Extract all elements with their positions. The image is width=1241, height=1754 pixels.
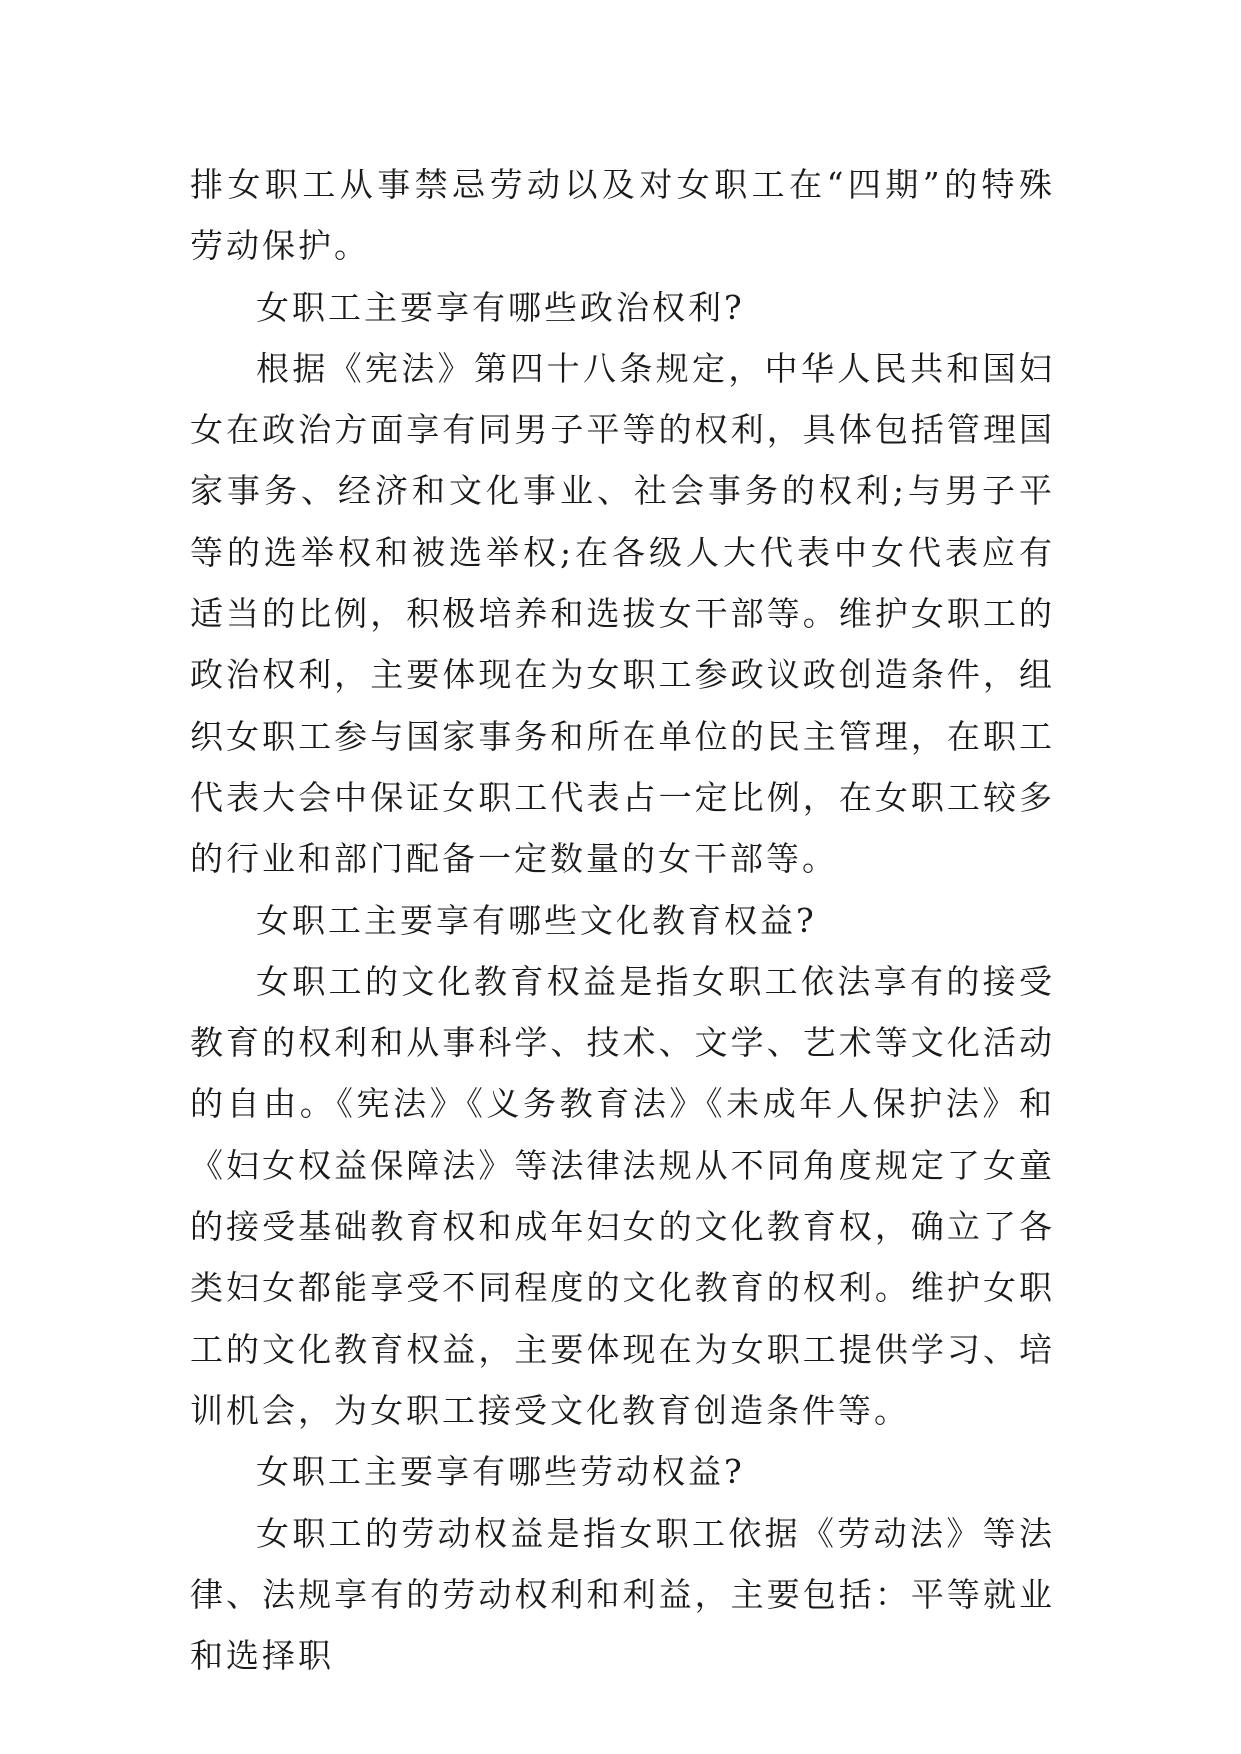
heading-political-rights: 女职工主要享有哪些政治权利? [256,287,745,327]
paragraph-political-rights: 根据《宪法》第四十八条规定，中华人民共和国妇女在政治方面享有同男子平等的权利，具体包括管理国家事务、经济和文化事业、社会事务的权利;与男子平等的选举权和被选举权;在各级人大代表中女代表应有适当的比例，积极培养和选拔女干部等。维护女职工的政治权利，主要体现在为女职工参政议政创造条件，组织女职工参与国家事务和所在单位的民主管理，在职工代表大会中保证女职工代表占一定比例，在女职工较多的行业和部门配备一定数量的女干部等。 [190,348,1055,879]
document-body [190,154,1055,1686]
paragraph-continuation: 排女职工从事禁忌劳动以及对女职工在“四期”的特殊劳动保护。 [190,165,1055,266]
heading-labor-rights: 女职工主要享有哪些劳动权益? [256,1452,745,1492]
paragraph-education-rights: 女职工的文化教育权益是指女职工依法享有的接受教育的权利和从事科学、技术、文学、艺术等文化活动的自由。《宪法》《义务教育法》《未成年人保护法》和《妇女权益保障法》等法律法规从不同角度规定了女童的接受基础教育权和成年妇女的文化教育权，确立了各类妇女都能享受不同程度的文化教育的权利。维护女职工的文化教育权益，主要体现在为女职工提供学习、培训机会，为女职工接受文化教育创造条件等。 [190,961,1055,1430]
heading-education-rights: 女职工主要享有哪些文化教育权益? [256,900,817,940]
paragraph-labor-rights: 女职工的劳动权益是指女职工依据《劳动法》等法律、法规享有的劳动权利和利益，主要包括：平等就业和选择职 [190,1513,1055,1676]
